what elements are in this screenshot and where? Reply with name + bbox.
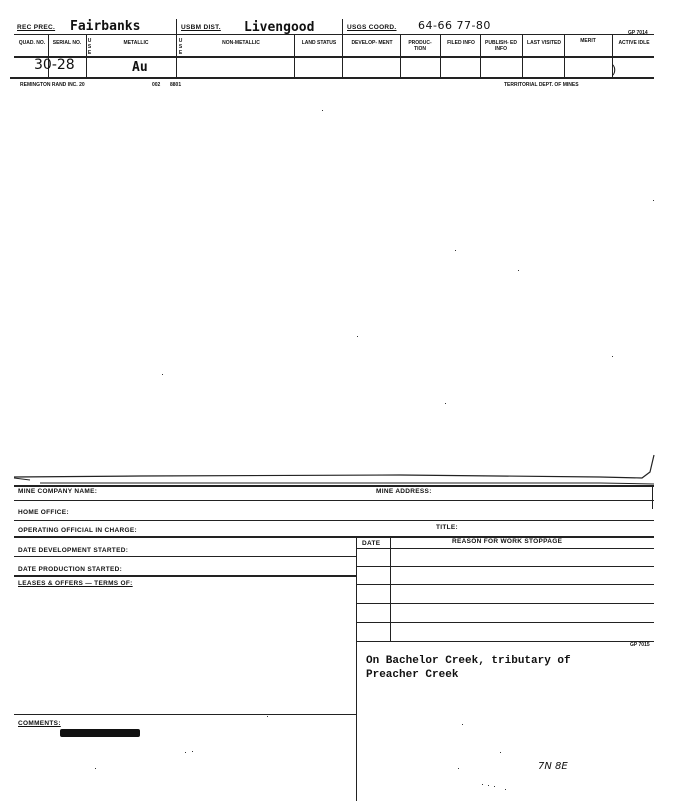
col-published-info: PUBLISH- ED INFO xyxy=(485,40,517,52)
use-letters-metallic: U S E xyxy=(87,38,92,56)
active-idle-mark: ) xyxy=(612,62,616,76)
mine-address-label: MINE ADDRESS: xyxy=(376,488,432,495)
redacted-mark xyxy=(60,729,140,737)
rec-prec-value: Fairbanks xyxy=(70,19,141,34)
leases-label: LEASES & OFFERS — TERMS OF: xyxy=(18,580,133,587)
col-quad-no: QUAD. NO. xyxy=(18,40,46,46)
title-label: TITLE: xyxy=(436,524,459,531)
usgs-coord-value: 64-66 77-80 xyxy=(418,19,491,32)
rec-prec-label: REC PREC. xyxy=(17,24,56,31)
col-last-visited: LAST VISITED xyxy=(527,40,561,46)
home-office-label: HOME OFFICE: xyxy=(18,509,69,516)
usbm-dist-value: Livengood xyxy=(244,20,315,35)
location-note-line2: Preacher Creek xyxy=(366,669,459,681)
usbm-dist-label: USBM DIST. xyxy=(181,24,221,31)
use-letters-nonmetallic: U S E xyxy=(178,38,183,56)
col-filed-info: FILED INFO xyxy=(447,40,475,46)
date-dev-started-label: DATE DEVELOPMENT STARTED: xyxy=(18,547,129,554)
col-development: DEVELOP- MENT xyxy=(351,40,393,46)
col-non-metallic: NON-METALLIC xyxy=(222,40,260,46)
col-active-idle: ACTIVE IDLE xyxy=(618,40,650,46)
location-note-line1: On Bachelor Creek, tributary of xyxy=(366,655,571,667)
mine-company-name-label: MINE COMPANY NAME: xyxy=(18,488,98,495)
reason-col-label: REASON FOR WORK STOPPAGE xyxy=(452,538,563,545)
footer-left: REMINGTON RAND INC. 20 xyxy=(20,82,85,88)
initials-note: 7N 8E xyxy=(538,761,568,772)
footer-right: TERRITORIAL DEPT. OF MINES xyxy=(504,82,579,88)
date-col-label: DATE xyxy=(362,540,381,547)
date-prod-started-label: DATE PRODUCTION STARTED: xyxy=(18,566,123,573)
operating-official-label: OPERATING OFFICIAL IN CHARGE: xyxy=(18,527,137,534)
bottom-form-number: GP 7015 xyxy=(630,642,650,648)
top-form-number: GP 7014 xyxy=(628,30,648,36)
col-merit: MERIT xyxy=(580,38,596,44)
card-edge xyxy=(0,450,678,490)
col-serial-no: SERIAL NO. xyxy=(52,40,82,46)
col-land-status: LAND STATUS xyxy=(301,40,337,46)
metallic-value: Au xyxy=(132,60,148,75)
quad-serial-value: 30-28 xyxy=(34,57,75,73)
usgs-coord-label: USGS COORD. xyxy=(347,24,397,31)
col-production: PRODUC- TION xyxy=(408,40,432,52)
footer-code1: 002 xyxy=(152,82,161,88)
comments-label: COMMENTS: xyxy=(18,720,61,727)
footer-code2: 8801 xyxy=(170,82,182,88)
col-metallic: METALLIC xyxy=(123,40,149,46)
